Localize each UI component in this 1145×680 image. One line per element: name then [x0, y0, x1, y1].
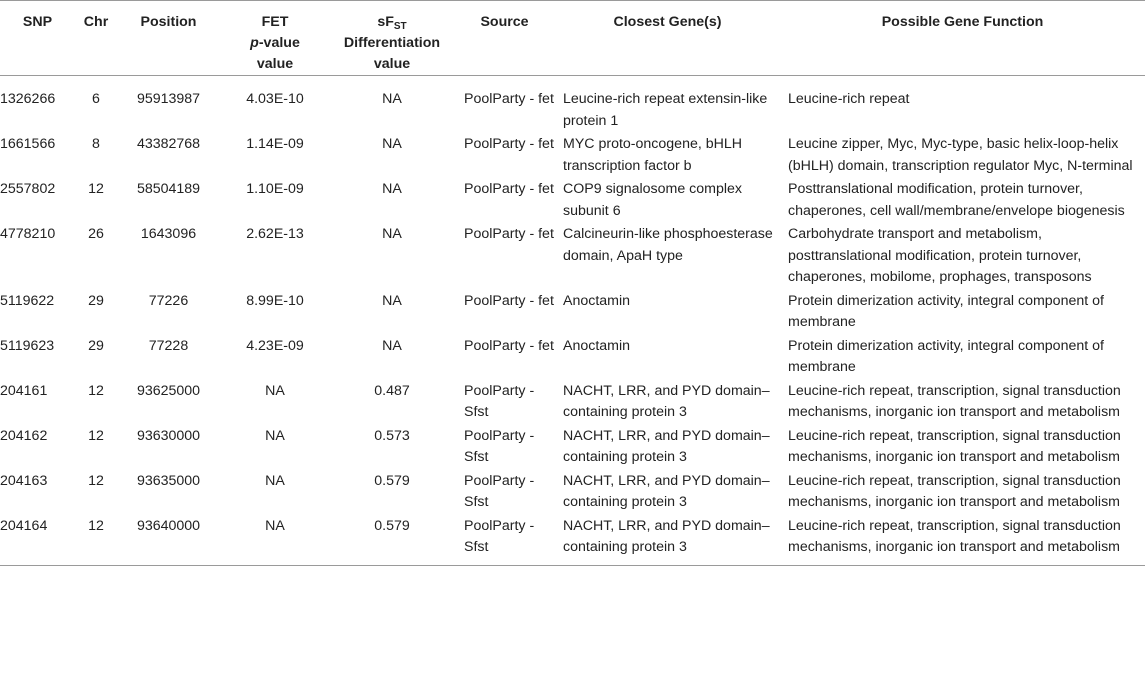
- cell-fet-pvalue: 4.03E-10: [246, 91, 304, 107]
- cell-position: 43382768: [136, 136, 201, 152]
- header-gene-function: Possible Gene Function: [780, 1, 1145, 76]
- cell-fet-pvalue: NA: [265, 472, 285, 489]
- cell-gene-function: Protein dimerization activity, integral component of membrane: [788, 292, 1104, 330]
- cell-source: PoolParty - fet: [464, 181, 554, 197]
- cell-position: 93630000: [136, 427, 201, 444]
- cell-gene-function: Leucine-rich repeat, transcription, signal transduction mechanisms, inorganic ion transport and metabolism: [788, 427, 1121, 465]
- header-source: Source: [454, 1, 555, 76]
- cell-chr: 8: [92, 136, 100, 152]
- cell-source: PoolParty - Sfst: [454, 514, 555, 566]
- cell-snp: 204161: [0, 382, 48, 399]
- table-row: [0, 334, 1145, 379]
- cell-snp: 204164: [0, 514, 75, 566]
- cell-gene-function: Posttranslational modification, protein turnover, chaperones, cell wall/membrane/envelope biogenesis: [788, 181, 1125, 219]
- header-fet-line3: value: [256, 56, 294, 72]
- header-sfst-prefix: sF: [377, 14, 394, 30]
- header-position: Position: [117, 1, 220, 76]
- cell-chr: 12: [88, 472, 104, 489]
- cell-closest-genes: Anoctamin: [563, 292, 631, 309]
- cell-closest-genes: NACHT, LRR, and PYD domain–containing protein 3: [563, 472, 770, 510]
- cell-gene-function: Leucine-rich repeat: [788, 91, 910, 107]
- cell-sfst-value: NA: [382, 181, 402, 197]
- header-snp: SNP: [0, 1, 75, 76]
- cell-source: PoolParty - fet: [464, 292, 554, 309]
- cell-position: 77228: [148, 337, 189, 354]
- cell-sfst-value: NA: [382, 337, 402, 354]
- cell-chr: 12: [88, 427, 104, 444]
- cell-source: PoolParty - Sfst: [464, 472, 535, 510]
- cell-snp: 2557802: [0, 181, 56, 197]
- cell-snp: 204163: [0, 472, 48, 489]
- table-row: [0, 469, 1145, 514]
- cell-snp: 5119623: [0, 337, 55, 354]
- table-row: [0, 132, 1145, 177]
- header-chr: Chr: [75, 1, 117, 76]
- cell-fet-pvalue: NA: [265, 382, 285, 399]
- cell-snp: 4778210: [0, 226, 56, 242]
- cell-position: 93640000: [117, 514, 220, 566]
- table-row: [0, 76, 1145, 133]
- header-row: [0, 1, 1145, 76]
- cell-source: PoolParty - fet: [464, 91, 554, 107]
- table-header: [0, 1, 1145, 76]
- cell-gene-function: Protein dimerization activity, integral component of membrane: [788, 337, 1104, 375]
- cell-closest-genes: MYC proto-oncogene, bHLH transcription factor b: [563, 136, 743, 174]
- cell-fet-pvalue: 2.62E-13: [246, 226, 304, 242]
- cell-fet-pvalue: 8.99E-10: [246, 292, 304, 309]
- table-row: [0, 514, 1145, 566]
- header-fet-line1: FET: [261, 14, 289, 30]
- cell-closest-genes: NACHT, LRR, and PYD domain–containing protein 3: [563, 427, 770, 465]
- cell-gene-function: Leucine-rich repeat, transcription, signal transduction mechanisms, inorganic ion transport and metabolism: [780, 514, 1145, 566]
- table-row: [0, 177, 1145, 222]
- table-row: [0, 379, 1145, 424]
- table-row: [0, 289, 1145, 334]
- header-sfst-line3: value: [373, 56, 411, 72]
- cell-position: 93625000: [136, 382, 201, 399]
- header-fet: [220, 1, 330, 76]
- cell-snp: 1326266: [0, 91, 56, 107]
- cell-chr: 6: [92, 91, 100, 107]
- cell-snp: 5119622: [0, 292, 55, 309]
- cell-chr: 12: [88, 382, 104, 399]
- cell-fet-pvalue: 1.10E-09: [246, 181, 304, 197]
- cell-gene-function: Leucine-rich repeat, transcription, signal transduction mechanisms, inorganic ion transport and metabolism: [788, 472, 1121, 510]
- cell-closest-genes: NACHT, LRR, and PYD domain–containing protein 3: [563, 382, 770, 420]
- cell-chr: 26: [88, 226, 104, 242]
- cell-sfst-value: 0.579: [330, 514, 454, 566]
- cell-sfst-value: NA: [382, 226, 402, 242]
- cell-closest-genes: COP9 signalosome complex subunit 6: [563, 181, 742, 219]
- header-closest-genes: Closest Gene(s): [555, 1, 780, 76]
- cell-position: 58504189: [136, 181, 201, 197]
- header-fet-line2: -value: [258, 35, 300, 51]
- cell-sfst-value: NA: [382, 136, 402, 152]
- cell-sfst-value: 0.487: [374, 382, 410, 399]
- cell-gene-function: Carbohydrate transport and metabolism, posttranslational modification, protein turnover, chaperones, mobilome, prophages, transposons: [788, 226, 1092, 285]
- cell-gene-function: Leucine-rich repeat, transcription, signal transduction mechanisms, inorganic ion transport and metabolism: [788, 382, 1121, 420]
- header-fet-italic-p: p: [250, 35, 259, 51]
- cell-position: 1643096: [140, 226, 197, 242]
- cell-closest-genes: NACHT, LRR, and PYD domain–containing protein 3: [555, 514, 780, 566]
- cell-fet-pvalue: NA: [265, 427, 285, 444]
- cell-sfst-value: 0.579: [374, 472, 410, 489]
- cell-chr: 29: [88, 337, 104, 354]
- cell-closest-genes: Leucine-rich repeat extensin-like protein 1: [563, 91, 768, 129]
- cell-chr: 29: [88, 292, 104, 309]
- cell-sfst-value: NA: [382, 91, 402, 107]
- cell-position: 77226: [148, 292, 189, 309]
- header-sfst-subscript: ST: [393, 21, 407, 32]
- cell-source: PoolParty - Sfst: [464, 427, 535, 465]
- cell-snp: 204162: [0, 427, 48, 444]
- cell-chr: 12: [75, 514, 117, 566]
- cell-position: 93635000: [136, 472, 201, 489]
- cell-fet-pvalue: 1.14E-09: [246, 136, 304, 152]
- header-sfst-line2: Differentiation: [343, 35, 441, 51]
- table-row: [0, 222, 1145, 289]
- cell-fet-pvalue: 4.23E-09: [246, 337, 304, 354]
- cell-source: PoolParty - fet: [464, 136, 554, 152]
- cell-fet-pvalue: NA: [220, 514, 330, 566]
- cell-sfst-value: 0.573: [374, 427, 410, 444]
- cell-snp: 1661566: [0, 136, 56, 152]
- cell-source: PoolParty - fet: [464, 337, 554, 354]
- cell-chr: 12: [88, 181, 104, 197]
- table-body: [0, 76, 1145, 566]
- cell-closest-genes: Anoctamin: [563, 337, 631, 354]
- cell-source: PoolParty - Sfst: [464, 382, 535, 420]
- cell-closest-genes: Calcineurin-like phosphoesterase domain, ApaH type: [563, 226, 773, 264]
- cell-gene-function: Leucine zipper, Myc, Myc-type, basic helix-loop-helix (bHLH) domain, transcription regulator Myc, N-terminal: [788, 136, 1133, 174]
- cell-position: 95913987: [136, 91, 201, 107]
- cell-source: PoolParty - fet: [464, 226, 554, 242]
- cell-sfst-value: NA: [382, 292, 402, 309]
- table-row: [0, 424, 1145, 469]
- header-sfst: [330, 1, 454, 76]
